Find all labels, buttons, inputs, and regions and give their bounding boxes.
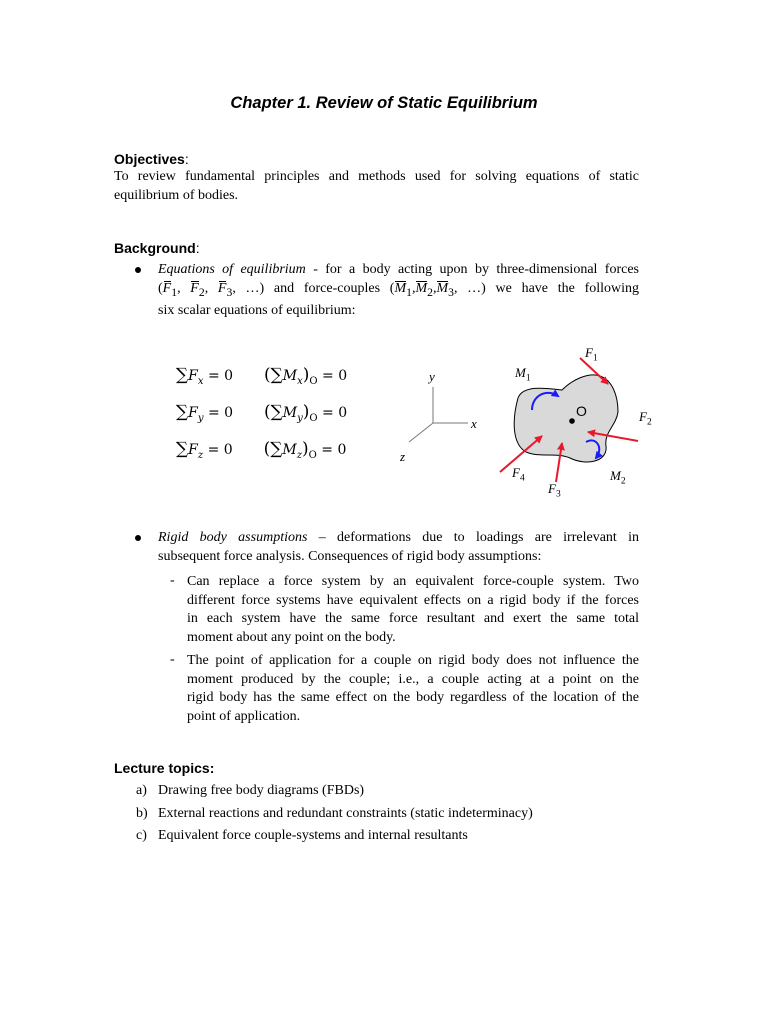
force-f4-label: $F_4$ (512, 465, 525, 484)
moment-m2-label: $M_2$ (610, 468, 626, 487)
sub-item-dash: - (170, 652, 175, 667)
page-title: Chapter 1. Review of Static Equilibrium (230, 94, 538, 112)
force-f1-label: $F_1$ (585, 345, 598, 364)
list-item: c) Equivalent force couple-systems and internal resultants (136, 828, 468, 843)
list-item: a) Drawing free body diagrams (FBDs) (136, 783, 365, 798)
coordinate-axes (395, 365, 495, 465)
moment-m1-label: $M_1$ (515, 365, 531, 384)
lecture-topics-heading: Lecture topics: (114, 760, 215, 776)
force-f3-label: $F_3$ (548, 481, 561, 500)
force-f2-label: $F_2$ (639, 409, 652, 428)
z-axis (409, 423, 433, 442)
sub-item-couple-application: The point of application for a couple on rigid body does not influence the moment produced by the couple; i.e., a couple acting at a point on the rigid body has the same effect on the body regardless of the location of the point of application. (187, 653, 639, 724)
axis-z-label: z (400, 449, 406, 464)
axis-x-label: x (471, 416, 477, 431)
background-heading: Background: (114, 240, 200, 256)
list-item: b) External reactions and redundant constraints (static indeterminacy) (136, 805, 533, 821)
sub-item-dash: - (170, 573, 175, 588)
equation-fx: $\sum F_x = 0$ $(\sum M_x)_O = 0$ (176, 365, 348, 387)
equilibrium-equations (176, 360, 356, 470)
equation-fz: $\sum F_z = 0$ $(\sum M_z)_O = 0$ (176, 438, 347, 461)
axis-y-label: y (429, 369, 435, 384)
bullet-marker (135, 267, 141, 273)
equation-fy: $\sum F_y = 0$ $(\sum M_y)_O = 0$ (176, 401, 348, 424)
objectives-text: To review fundamental principles and methods used for solving equations of static equilibrium of bodies. (114, 169, 639, 203)
rigid-body-bullet-text: Rigid body assumptions – deformations due to loadings are irrelevant in subsequent force analysis. Consequences of rigid body assumptions: (158, 530, 640, 564)
point-o-label: O (576, 403, 587, 419)
lecture-topics-list (136, 780, 656, 848)
point-o-dot (569, 418, 575, 424)
sub-item-equivalent-systems: Can replace a force system by an equivalent force-couple system. Two different force systems have equivalent effects on a rigid body if the forces in each system have the same force resultant and exert the same total moment about any point on the body. (187, 574, 639, 645)
bullet-marker (135, 535, 141, 541)
objectives-heading: Objectives: (114, 151, 189, 167)
rigid-body-shape (514, 375, 618, 462)
equilibrium-bullet-text: Equations of equilibrium - for a body acting upon by three-dimensional forces ($F_1$, $F_2$, $F_3$, …) and force-couples ($M_1,M_2,M_3$, …) we have the following six scalar equations of equilibrium: (158, 262, 640, 318)
